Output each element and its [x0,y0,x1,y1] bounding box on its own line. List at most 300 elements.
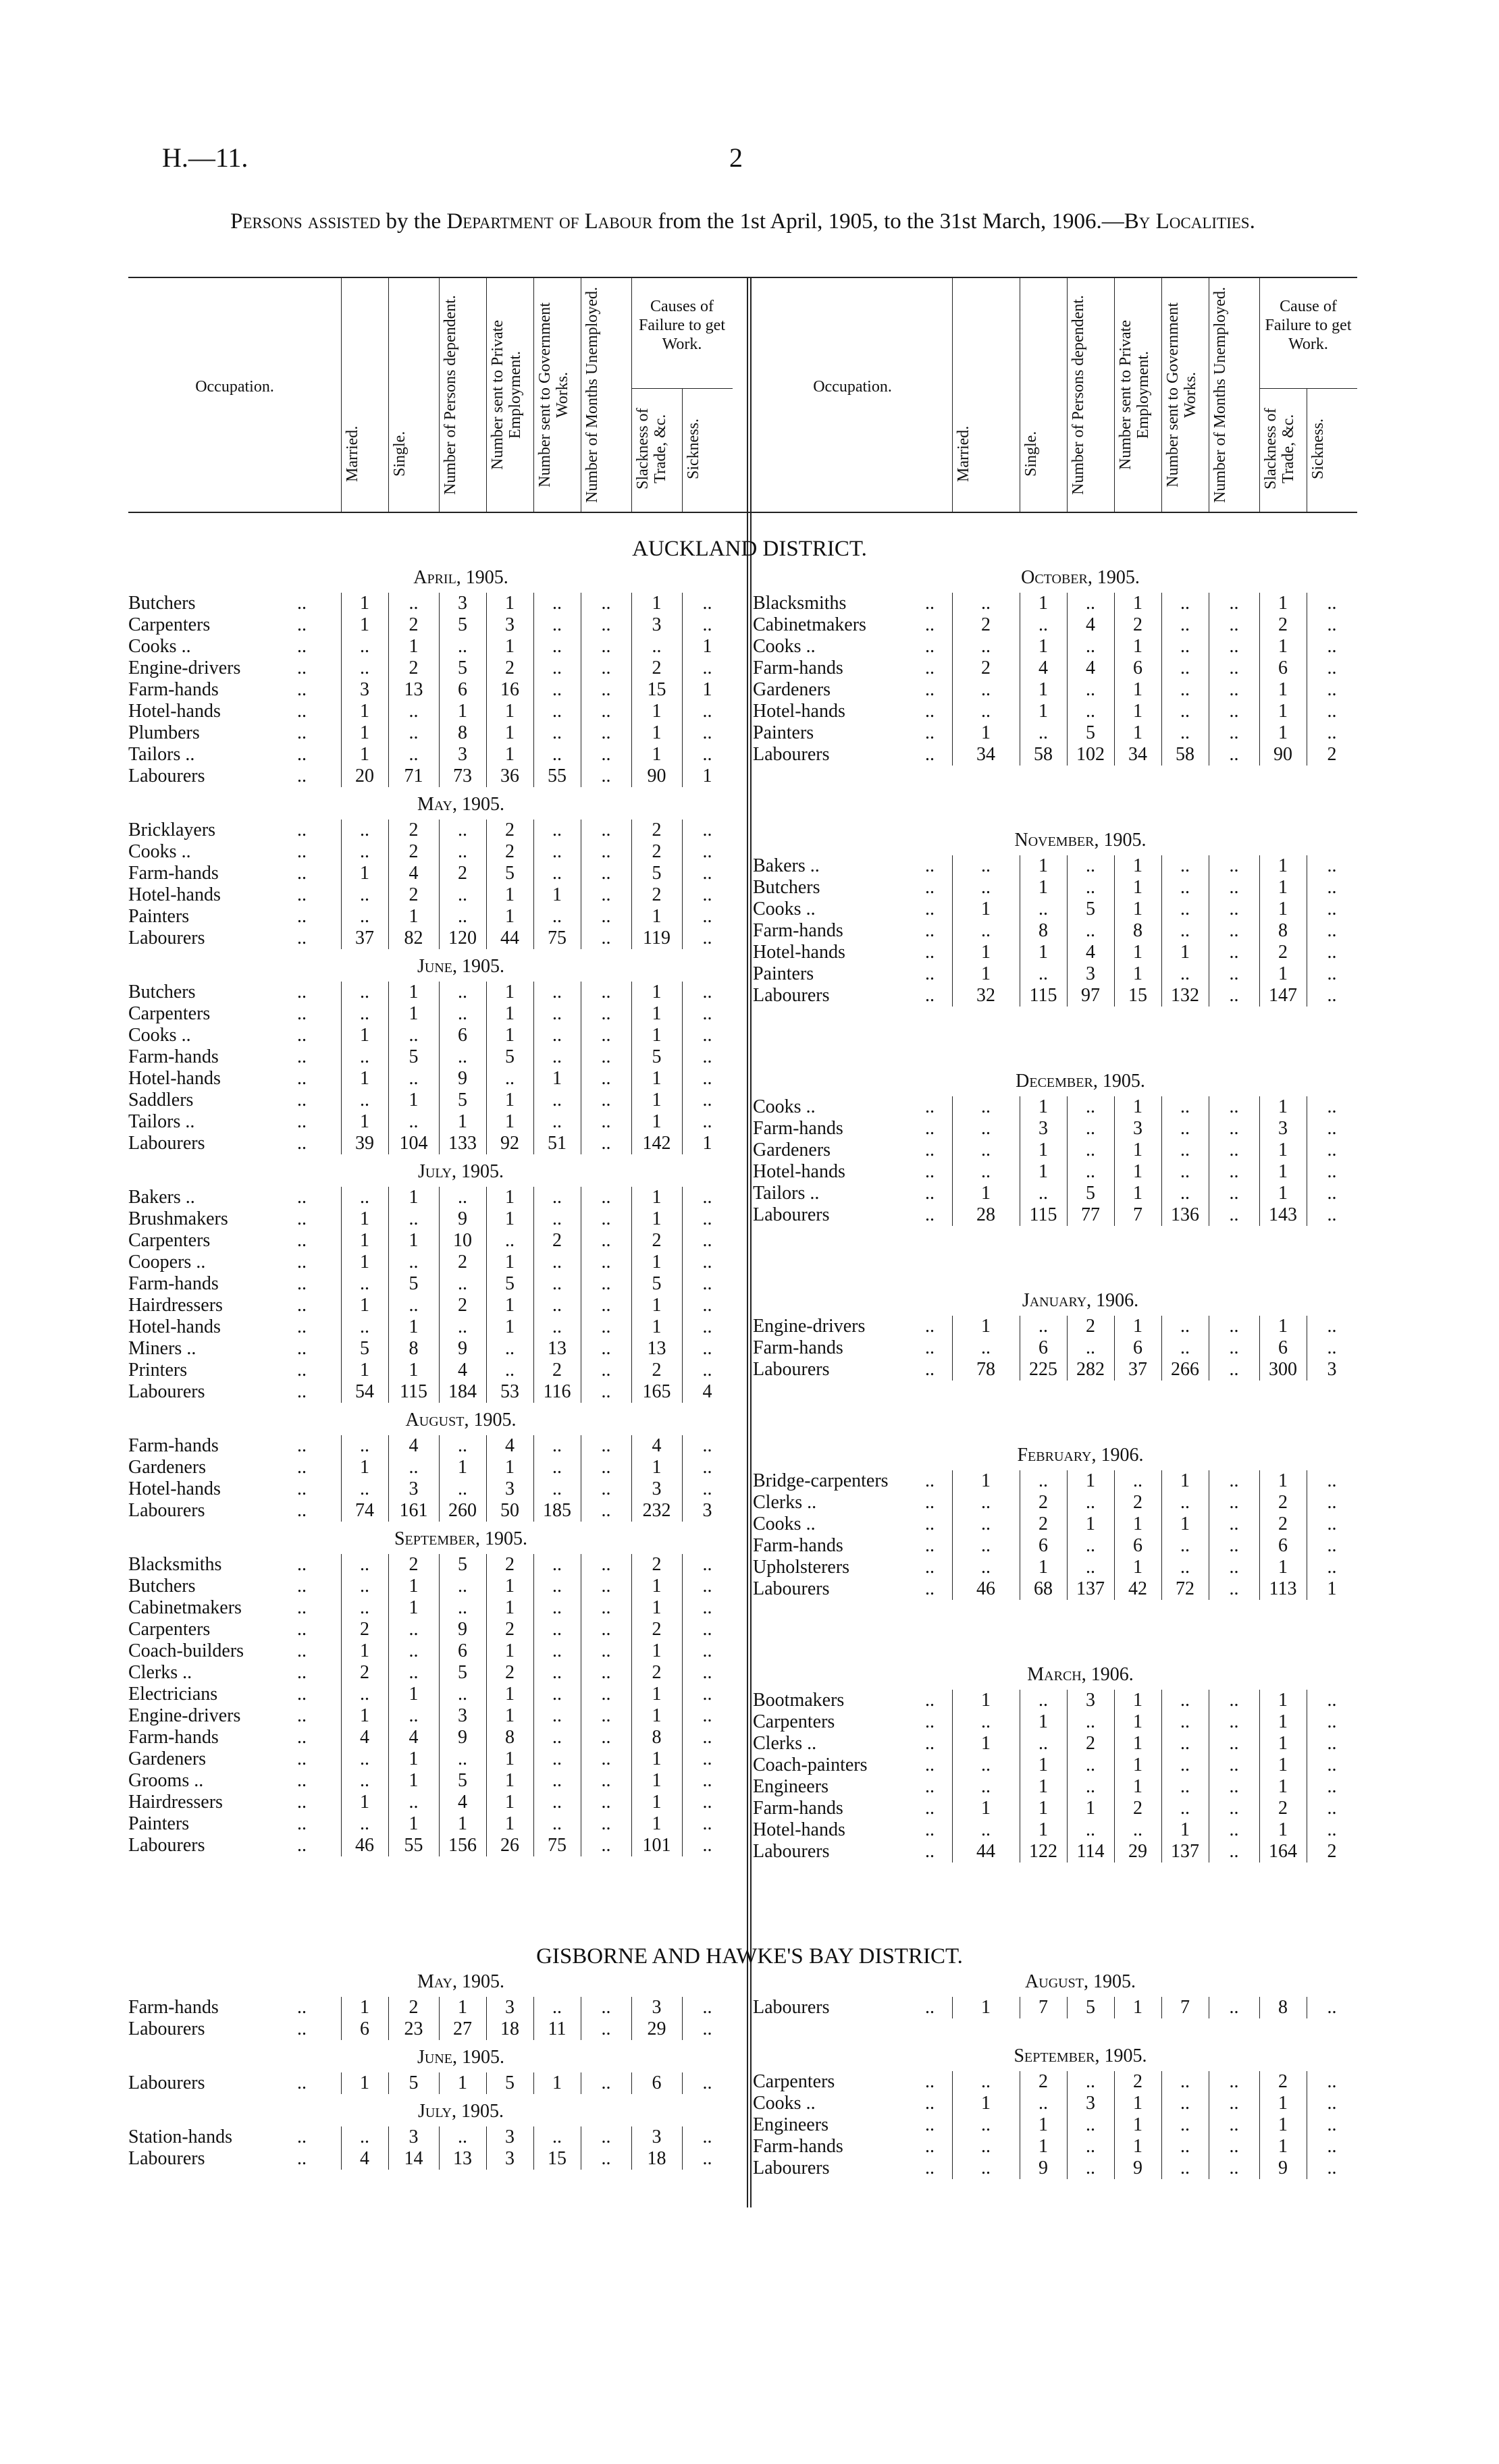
value-cell: 2 [1086,1316,1095,1337]
occupation-cell: Butchers [128,593,196,614]
value-cell: 3 [1086,963,1095,984]
table-row [128,1792,733,1813]
value-cell: 1 [1038,1755,1048,1775]
value-cell: 1 [409,982,419,1002]
auckland-right-month-heading: February, 1906. [1017,1445,1144,1466]
body-col-rule [952,1997,953,2018]
table-row [753,744,1357,766]
value-cell: 136 [1171,1204,1199,1225]
value-cell: .. [552,1684,562,1705]
value-cell: 1 [409,906,419,927]
value-cell: .. [601,820,611,840]
value-cell: .. [981,1776,991,1797]
value-cell: 1 [652,906,662,927]
value-cell: .. [1086,2158,1095,2178]
value-cell: 1 [1133,1997,1142,2018]
value-cell: 1 [1133,877,1142,898]
occupation-cell: Painters [128,906,190,927]
body-col-rule [486,2126,487,2170]
center-double-rule-b [750,277,752,2207]
value-cell: .. [552,1640,562,1661]
value-cell: 51 [548,1133,567,1154]
value-cell: 34 [1128,744,1147,765]
auckland-right-month-heading: January, 1906. [1022,1290,1139,1311]
leader-dots: .. [925,1514,935,1534]
value-cell: 113 [1269,1578,1297,1599]
value-cell: .. [1327,1557,1337,1578]
value-cell: 1 [1038,855,1048,876]
value-cell: 9 [458,1208,467,1229]
value-cell: .. [360,1187,369,1208]
left-government-header: Number sent to Government Works. [536,302,571,487]
value-cell: .. [1327,942,1337,963]
value-cell: 282 [1076,1359,1105,1380]
value-cell: 7 [1133,1204,1142,1225]
value-cell: .. [1229,722,1239,743]
value-cell: .. [1229,701,1239,722]
occupation-cell: Carpenters [128,1230,211,1251]
value-cell: .. [1229,1337,1239,1358]
value-cell: 15 [548,2148,567,2169]
value-cell: .. [601,1381,611,1402]
table-row [753,1819,1357,1841]
value-cell: 23 [404,2018,423,2039]
table-row [753,593,1357,614]
value-cell: .. [1229,658,1239,678]
value-cell: .. [360,1813,369,1834]
value-cell: 1 [360,863,369,884]
value-cell: 1 [1086,1798,1095,1819]
value-cell: 5 [458,1770,467,1791]
value-cell: 5 [652,1046,662,1067]
value-cell: 4 [360,2148,369,2169]
leader-dots: .. [297,1727,307,1748]
table-row [128,1187,733,1208]
body-col-rule [1161,1316,1162,1381]
occupation-cell: Grooms .. [128,1770,204,1791]
occupation-cell: Carpenters [753,2071,835,2092]
value-cell: .. [1229,877,1239,898]
leader-dots: .. [925,2136,935,2157]
value-cell: 6 [1038,1337,1048,1358]
value-cell: 116 [543,1381,571,1402]
value-cell: 2 [1278,1492,1288,1513]
value-cell: .. [702,884,712,905]
value-cell: 37 [355,928,374,948]
value-cell: 32 [976,985,995,1006]
body-col-rule [1067,1470,1068,1600]
leader-dots: .. [297,701,307,722]
value-cell: .. [981,1755,991,1775]
leader-dots: .. [297,722,307,743]
leader-dots: .. [925,2158,935,2178]
table-row [128,1684,733,1705]
body-col-rule [682,1187,683,1403]
occupation-cell: Bakers .. [128,1187,195,1208]
value-cell: .. [1229,1776,1239,1797]
page-number: 2 [729,142,743,173]
value-cell: .. [981,1492,991,1513]
occupation-cell: Tailors .. [128,1111,195,1132]
occupation-cell: Miners .. [128,1338,196,1359]
value-cell: 3 [458,593,467,614]
value-cell: 1 [505,1640,515,1661]
table-row [753,1204,1357,1226]
value-cell: .. [360,1554,369,1575]
table-row [753,2071,1357,2093]
value-cell: 1 [1278,1557,1288,1578]
value-cell: 147 [1269,985,1297,1006]
value-cell: 8 [1278,920,1288,941]
value-cell: 3 [505,1478,515,1499]
occupation-cell: Gardeners [128,1457,207,1478]
occupation-cell: Hotel-hands [128,1068,221,1089]
value-cell: 3 [360,679,369,700]
value-cell: .. [552,1662,562,1683]
value-cell: .. [601,1792,611,1813]
value-cell: .. [702,1576,712,1597]
value-cell: 73 [453,766,472,786]
title-part-1: Persons assisted [230,209,381,234]
value-cell: 1 [1327,1578,1337,1599]
value-cell: 6 [652,2072,662,2093]
value-cell: .. [981,1096,991,1117]
value-cell: 1 [652,1090,662,1110]
value-cell: .. [601,2072,611,2093]
value-cell: .. [702,2148,712,2169]
left-sickness-header: Sickness. [685,419,702,479]
value-cell: 1 [652,1813,662,1834]
value-cell: .. [702,841,712,862]
occupation-cell: Farm-hands [128,1435,219,1456]
leader-dots: .. [925,2071,935,2092]
table-top-rule [128,277,1357,278]
value-cell: .. [1229,855,1239,876]
value-cell: .. [1327,2114,1337,2135]
value-cell: 97 [1081,985,1100,1006]
value-cell: 1 [505,1090,515,1110]
value-cell: .. [702,1338,712,1359]
value-cell: 1 [1038,877,1048,898]
occupation-cell: Labourers [128,1381,205,1402]
leader-dots: .. [297,1273,307,1294]
value-cell: 1 [1278,722,1288,743]
value-cell: .. [1086,1711,1095,1732]
value-cell: .. [552,1813,562,1834]
value-cell: 1 [652,1457,662,1478]
occupation-cell: Hairdressers [128,1792,223,1813]
value-cell: .. [1229,1492,1239,1513]
value-cell: .. [1229,1755,1239,1775]
value-cell: 4 [1086,614,1095,635]
occupation-cell: Cooks .. [753,2093,816,2114]
body-col-rule [533,820,534,949]
value-cell: .. [1180,1492,1190,1513]
value-cell: 1 [360,1360,369,1381]
leader-dots: .. [925,877,935,898]
body-col-rule [388,593,389,787]
body-col-rule [388,1435,389,1522]
occupation-cell: Hotel-hands [128,884,221,905]
right-sickness-header: Sickness. [1309,419,1327,479]
table-row [128,1316,733,1338]
leader-dots: .. [297,1068,307,1089]
value-cell: 232 [642,1500,671,1521]
value-cell: .. [601,841,611,862]
value-cell: 55 [404,1835,423,1856]
value-cell: .. [552,1090,562,1110]
value-cell: .. [1180,2158,1190,2178]
value-cell: .. [1327,920,1337,941]
occupation-cell: Labourers [753,1359,830,1380]
value-cell: 1 [652,1748,662,1769]
value-cell: 7 [1038,1997,1048,2018]
value-cell: .. [981,2114,991,2135]
value-cell: .. [601,1640,611,1661]
value-cell: 1 [1278,1140,1288,1160]
value-cell: .. [1327,1316,1337,1337]
value-cell: 132 [1171,985,1199,1006]
table-row [128,2126,733,2148]
left-slackness-header: Slackness of Trade, &c. [634,408,669,490]
value-cell: 142 [642,1133,671,1154]
value-cell: 2 [552,1360,562,1381]
occupation-cell: Bakers .. [753,855,820,876]
leader-dots: .. [297,906,307,927]
leader-dots: .. [925,1733,935,1754]
value-cell: 2 [360,1619,369,1640]
occupation-cell: Butchers [128,1576,196,1597]
value-cell: .. [601,1003,611,1024]
value-cell: .. [1180,920,1190,941]
value-cell: .. [702,1997,712,2018]
value-cell: 1 [409,1597,419,1618]
value-cell: 1 [1278,2114,1288,2135]
table-row [753,1316,1357,1337]
leader-dots: .. [297,1619,307,1640]
leader-dots: .. [925,1359,935,1380]
value-cell: .. [552,863,562,884]
table-row [128,2072,733,2094]
leader-dots: .. [297,1997,307,2018]
value-cell: .. [458,1576,467,1597]
value-cell: 102 [1076,744,1105,765]
body-col-rule [533,1997,534,2040]
right-header-col-rule [1067,277,1068,512]
occupation-cell: Station-hands [128,2126,232,2147]
table-row [753,985,1357,1007]
title-part-2: by the [386,209,442,234]
body-col-rule [952,1690,953,1863]
leader-dots: .. [925,1118,935,1139]
table-row [128,2148,733,2170]
body-col-rule [682,2072,683,2094]
value-cell: .. [702,1792,712,1813]
value-cell: .. [1086,593,1095,614]
right-header-col-rule [1114,277,1115,512]
value-cell: .. [601,1273,611,1294]
body-col-rule [1067,1997,1068,2018]
body-col-rule [486,1187,487,1403]
leader-dots: .. [297,2072,307,2093]
value-cell: .. [601,766,611,786]
value-cell: 1 [1133,636,1142,657]
value-cell: 115 [400,1381,427,1402]
value-cell: .. [1327,593,1337,614]
leader-dots: .. [297,1316,307,1337]
value-cell: .. [601,1554,611,1575]
value-cell: 1 [1133,679,1142,700]
left-dependent-header: Number of Persons dependent. [442,295,459,495]
occupation-cell: Coopers .. [128,1252,206,1273]
auckland-right-month-heading: March, 1906. [1027,1664,1134,1685]
body-col-rule [952,855,953,1007]
value-cell: .. [1327,985,1337,1006]
leader-dots: .. [297,1597,307,1618]
value-cell: 1 [652,1684,662,1705]
value-cell: .. [1229,1359,1239,1380]
occupation-cell: Labourers [128,2148,205,2169]
value-cell: .. [409,1792,419,1813]
value-cell: .. [601,1133,611,1154]
value-cell: .. [601,1187,611,1208]
value-cell: 266 [1171,1359,1199,1380]
occupation-cell: Engine-drivers [128,658,241,678]
body-col-rule [1114,1997,1115,2018]
value-cell: .. [505,1338,515,1359]
value-cell: 1 [505,1705,515,1726]
value-cell: 1 [505,906,515,927]
table-row [753,1096,1357,1118]
value-cell: .. [552,1792,562,1813]
value-cell: .. [1327,1690,1337,1711]
value-cell: 44 [500,928,519,948]
body-col-rule [952,593,953,766]
table-row [128,722,733,744]
value-cell: .. [1180,2093,1190,2114]
value-cell: 1 [981,1733,991,1754]
value-cell: .. [1229,679,1239,700]
value-cell: .. [1327,899,1337,919]
value-cell: 1 [1180,1470,1190,1491]
table-row [753,1733,1357,1755]
value-cell: 2 [1278,2071,1288,2092]
occupation-cell: Hotel-hands [128,1316,221,1337]
value-cell: 1 [652,1576,662,1597]
value-cell: 4 [409,1435,419,1456]
value-cell: 1 [1086,1470,1095,1491]
value-cell: 2 [652,658,662,678]
value-cell: .. [409,593,419,614]
value-cell: 1 [652,1208,662,1229]
occupation-cell: Gardeners [753,1140,831,1160]
value-cell: 1 [360,744,369,765]
table-row [753,1557,1357,1578]
body-col-rule [682,820,683,949]
value-cell: 6 [1133,1535,1142,1556]
value-cell: 29 [1128,1841,1147,1862]
left-months-header: Number of Months Unemployed. [583,287,601,503]
body-col-rule [1161,1997,1162,2018]
value-cell: 1 [1038,2136,1048,2157]
value-cell: 101 [642,1835,671,1856]
leader-dots: .. [297,2126,307,2147]
table-row [128,1381,733,1403]
value-cell: .. [1180,1183,1190,1204]
value-cell: .. [702,863,712,884]
value-cell: 1 [1133,899,1142,919]
table-row [128,1046,733,1068]
value-cell: .. [360,820,369,840]
table-row [128,1025,733,1046]
value-cell: .. [601,2148,611,2169]
value-cell: 2 [1278,942,1288,963]
body-col-rule [533,2126,534,2170]
occupation-cell: Hotel-hands [128,1478,221,1499]
leader-dots: .. [297,658,307,678]
value-cell: .. [1086,1557,1095,1578]
value-cell: 1 [652,1111,662,1132]
value-cell: 74 [355,1500,374,1521]
value-cell: .. [1229,1161,1239,1182]
body-col-rule [682,1435,683,1522]
occupation-cell: Engine-drivers [128,1705,241,1726]
value-cell: 1 [505,1457,515,1478]
value-cell: .. [360,1090,369,1110]
body-col-rule [952,2071,953,2179]
value-cell: 2 [1133,1798,1142,1819]
value-cell: 1 [981,899,991,919]
body-col-rule [682,982,683,1154]
left-header-col-rule [341,277,342,512]
value-cell: 3 [505,2126,515,2147]
value-cell: 115 [1029,1204,1057,1225]
leader-dots: .. [297,1792,307,1813]
value-cell: .. [1180,679,1190,700]
value-cell: 1 [360,1997,369,2018]
value-cell: .. [702,1640,712,1661]
value-cell: .. [552,1208,562,1229]
value-cell: 2 [409,820,419,840]
value-cell: 2 [409,614,419,635]
value-cell: .. [552,744,562,765]
occupation-cell: Labourers [753,1578,830,1599]
value-cell: 13 [647,1338,666,1359]
value-cell: .. [601,1684,611,1705]
value-cell: 39 [355,1133,374,1154]
table-row [128,1619,733,1640]
value-cell: .. [702,1770,712,1791]
value-cell: 5 [458,1090,467,1110]
value-cell: .. [1086,1819,1095,1840]
table-row [128,1478,733,1500]
value-cell: 164 [1269,1841,1297,1862]
left-header-col-rule [533,277,534,512]
value-cell: 15 [1128,985,1147,1006]
center-double-rule-a [747,277,748,2207]
value-cell: 1 [1133,593,1142,614]
value-cell: 137 [1171,1841,1199,1862]
value-cell: 1 [409,1090,419,1110]
value-cell: .. [1038,2093,1048,2114]
value-cell: 1 [552,884,562,905]
occupation-cell: Farm-hands [753,658,843,678]
body-col-rule [439,982,440,1154]
value-cell: 6 [1133,1337,1142,1358]
value-cell: .. [552,1727,562,1748]
value-cell: .. [1229,614,1239,635]
body-col-rule [341,2072,342,2094]
